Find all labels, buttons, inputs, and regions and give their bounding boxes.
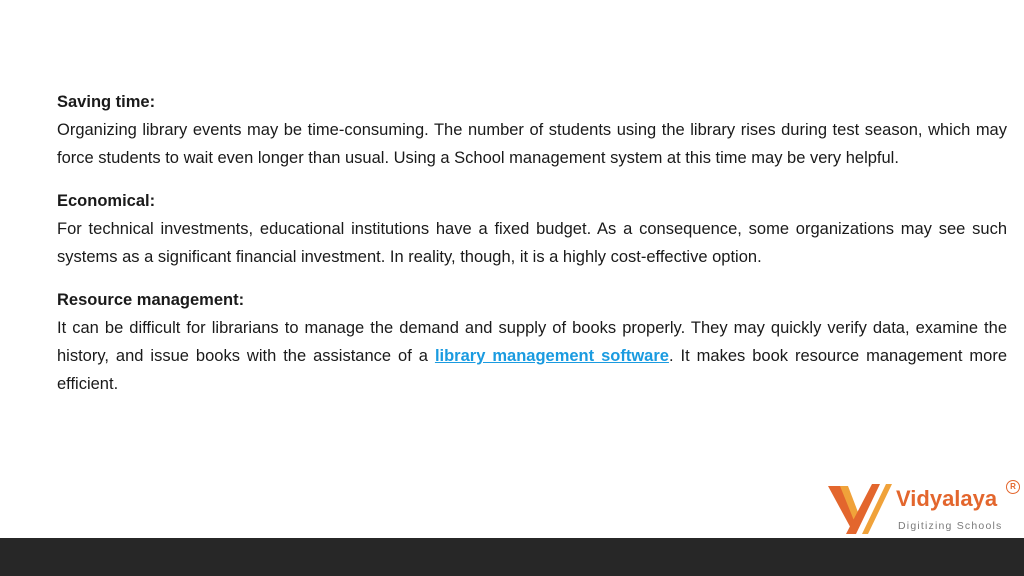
section-heading: Resource management: [57,291,245,309]
body-text-before-link: It can be difficult for librarians to manage the demand and supply of books properly. They may quickly verify data, examine the history, and issue books with the assistance of a [57,319,1007,365]
vidyalaya-logo [826,478,1022,538]
section-economical [57,187,1007,271]
section-heading: Economical: [57,192,156,210]
section-body: For technical investments, educational institutions have a fixed budget. As a consequence, some organizations may see such systems as a significant financial investment. In reality, though, it is a highly cost-effective option. [57,220,1007,266]
section-body: Organizing library events may be time-consuming. The number of students using the library rises during test season, which may force students to wait even longer than usual. Using a School management system at this time may be very helpful. [57,121,1007,167]
section-saving-time [57,88,1007,172]
document-content [57,88,1007,413]
section-body [57,314,1007,398]
logo-wordmark: Vidyalaya [896,486,998,511]
section-heading: Saving time: [57,93,156,111]
vidyalaya-logo-mark-icon [826,480,892,538]
logo-tagline: Digitizing Schools [898,520,1003,532]
footer-bar [0,538,1024,576]
registered-mark-icon: R [1006,480,1020,494]
body-text-after-link: . It makes book resource management more efficient. [57,347,1007,393]
library-management-software-link[interactable]: library management software [434,347,669,365]
section-resource-management [57,286,1007,398]
